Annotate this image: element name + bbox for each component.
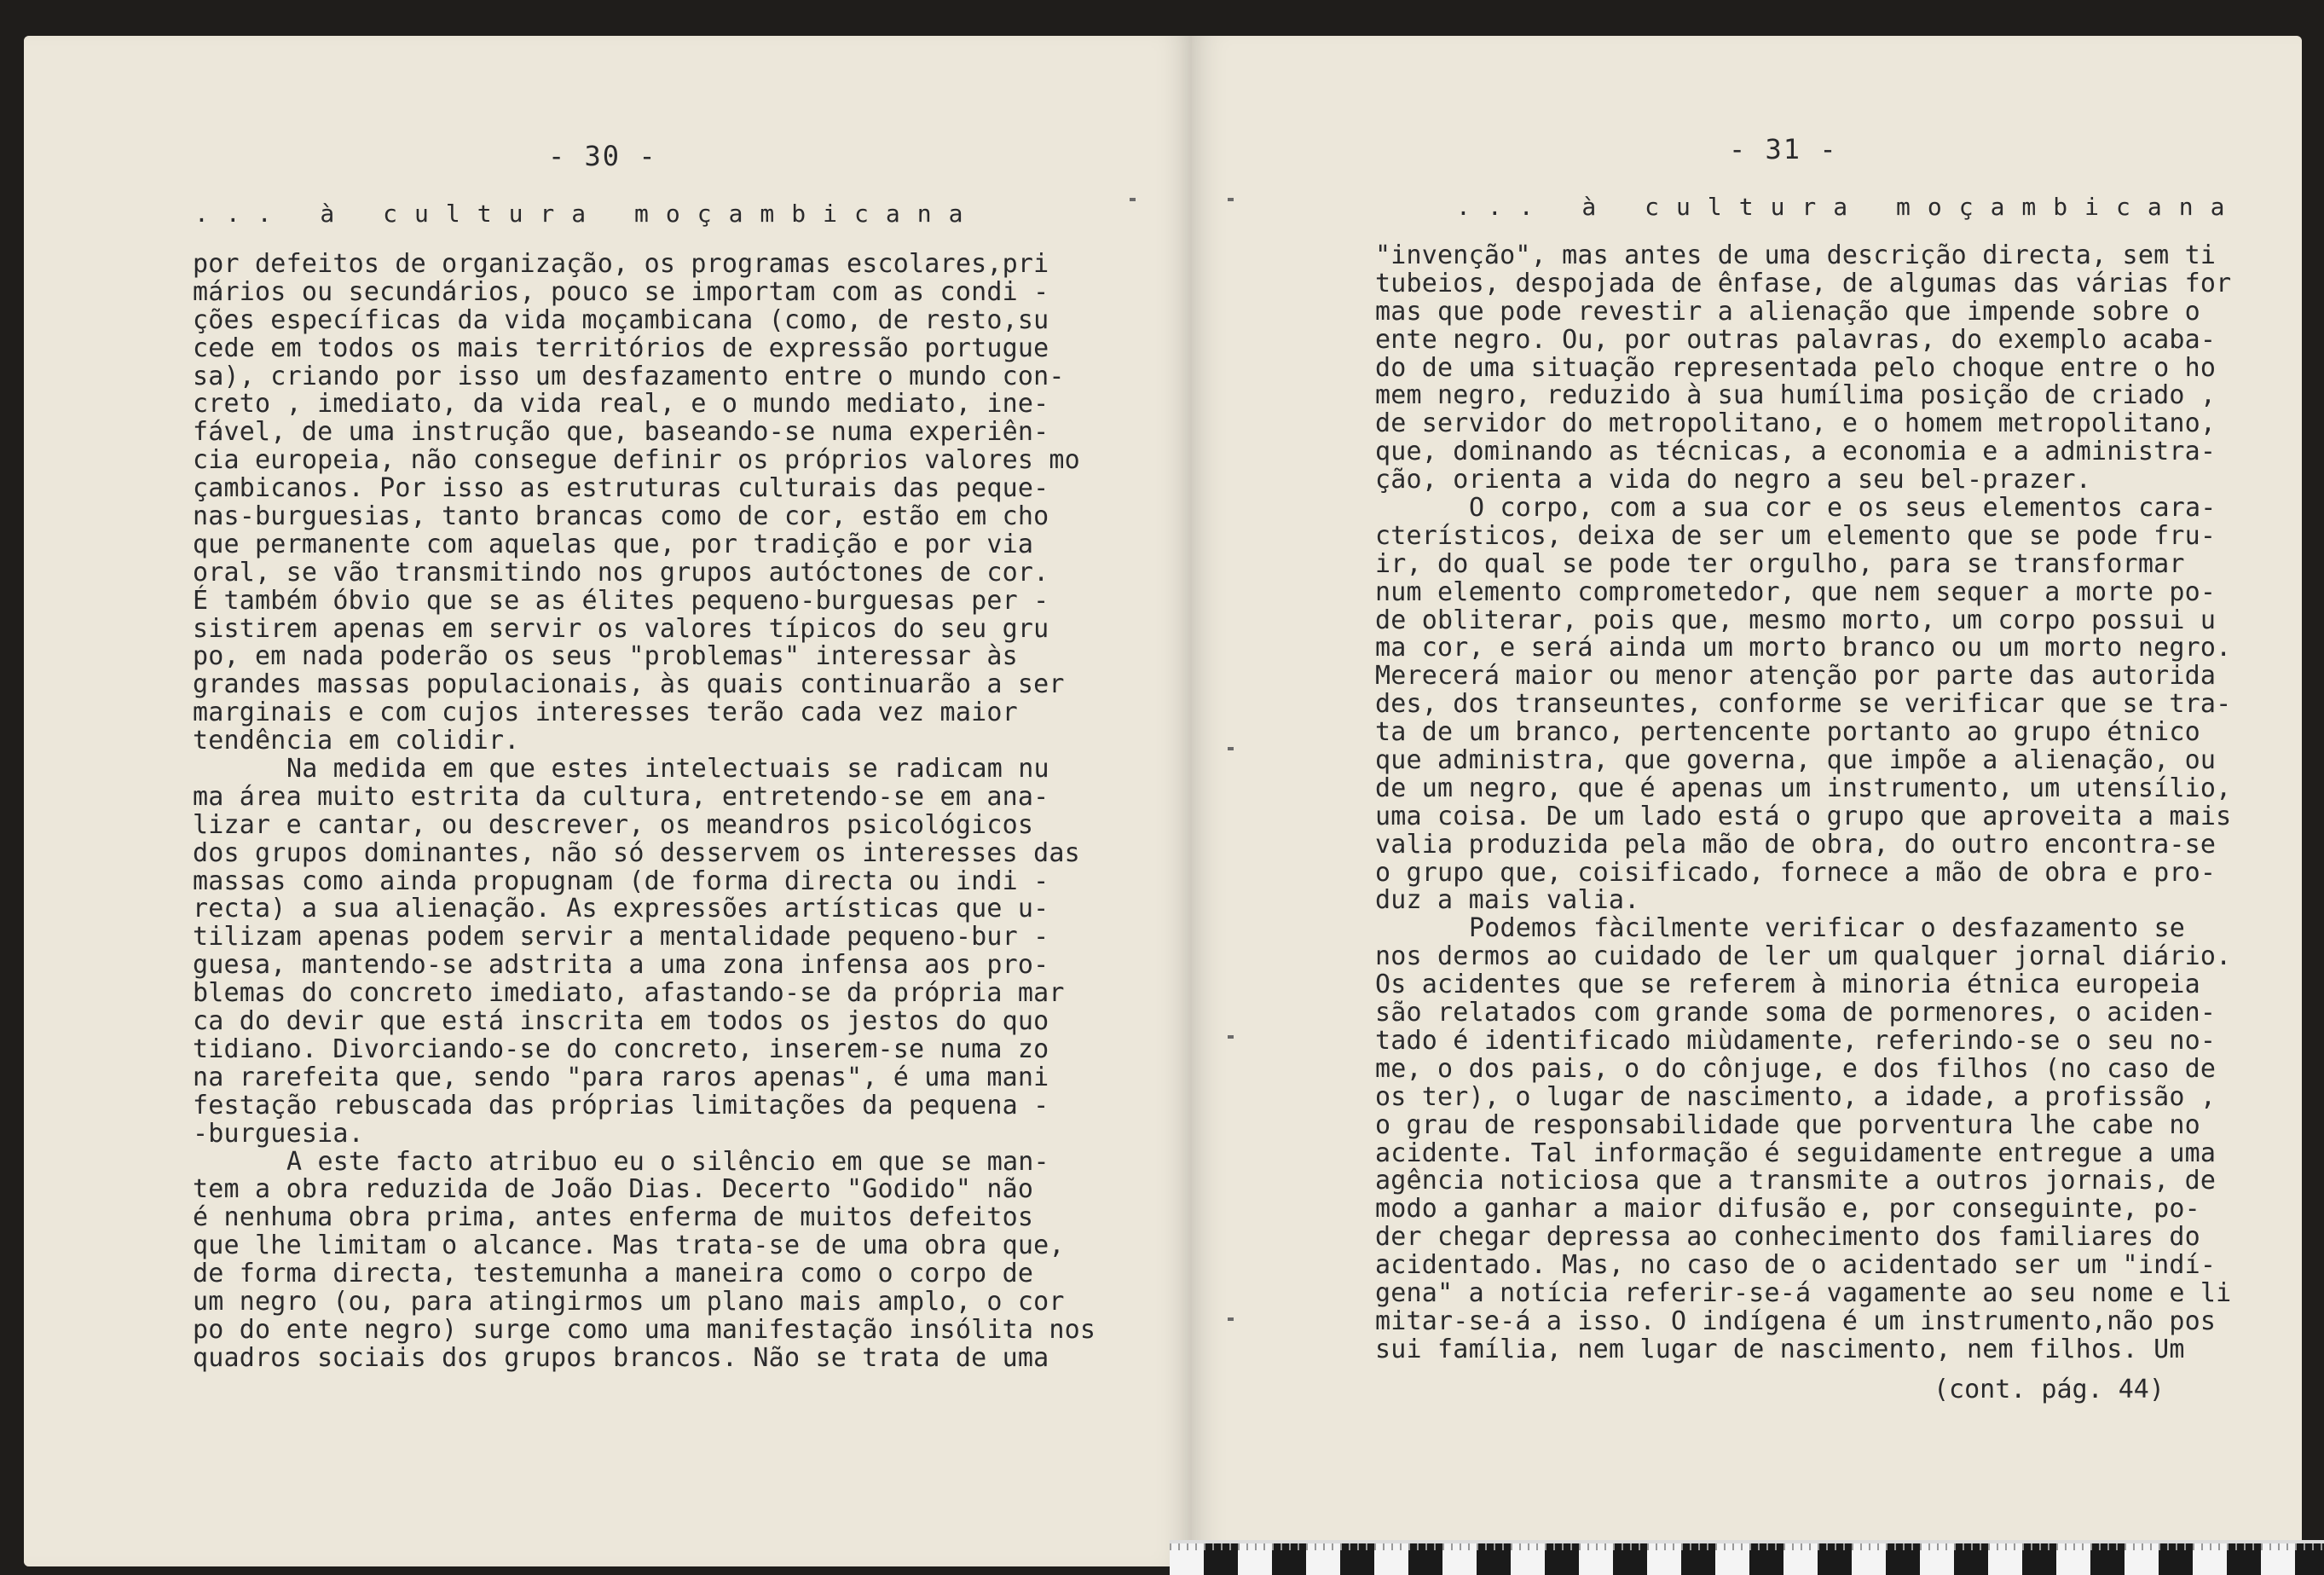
text-line: marginais e com cujos interesses terão cada vez maior (193, 698, 1018, 728)
text-line: sui família, nem lugar de nascimento, nem filhos. Um (1375, 1334, 2185, 1364)
text-line: mem negro, reduzido à sua humílima posição de criado , (1375, 380, 2217, 411)
text-line: que administra, que governa, que impõe a alienação, ou (1375, 745, 2217, 776)
text-line: festação rebuscada das próprias limitações da pequena - (193, 1090, 1049, 1120)
text-line: cterísticos, deixa de ser um elemento que se pode fru- (1375, 520, 2217, 551)
text-line: -burguesia. (193, 1118, 364, 1149)
text-line: ente negro. Ou, por outras palavras, do exemplo acaba- (1375, 324, 2217, 355)
text-line: po, em nada poderão os seus "problemas" interessar às (193, 641, 1018, 672)
text-line: guesa, mantendo-se adstrita a uma zona infensa aos pro- (193, 950, 1049, 981)
text-line: acidentado. Mas, no caso de o acidentado ser um "indí- (1375, 1250, 2217, 1281)
binding-mark (1228, 747, 1234, 750)
text-line: Merecerá maior ou menor atenção por parte das autorida (1375, 661, 2217, 692)
binding-mark (1130, 198, 1136, 201)
text-line: des, dos transeuntes, conforme se verificar que se tra- (1375, 689, 2232, 720)
text-line: mitar-se-á a isso. O indígena é um instrumento,não pos (1375, 1306, 2217, 1336)
text-line: fável, de uma instrução que, baseando-se numa experiên- (193, 417, 1049, 448)
text-line: tidiano. Divorciando-se do concreto, inserem-se numa zo (193, 1034, 1049, 1064)
text-line: mas que pode revestir a alienação que impende sobre o (1375, 296, 2200, 327)
text-line: tubeios, despojada de ênfase, de algumas das várias for (1375, 268, 2232, 298)
left-page (24, 36, 1192, 1566)
page-number-left: - 30 - (548, 140, 657, 172)
right-body-text (1375, 242, 2231, 1364)
text-line: o grau de responsabilidade que porventura lhe cabe no (1375, 1109, 2200, 1140)
text-line: nos dermos ao cuidado de ler um qualquer jornal diário. (1375, 941, 2232, 972)
text-line: valia produzida pela mão de obra, do outro encontra-se (1375, 829, 2217, 860)
binding-mark (1228, 1035, 1234, 1039)
text-line: que permanente com aquelas que, por tradição e por via (193, 529, 1034, 559)
text-line: dos grupos dominantes, não só desservem os interesses das (193, 837, 1080, 868)
text-line: ma área muito estrita da cultura, entretendo-se em ana- (193, 781, 1049, 812)
text-line: que lhe limitam o alcance. Mas trata-se de uma obra que, (193, 1230, 1065, 1261)
text-line: lizar e cantar, ou descrever, os meandros psicológicos (193, 809, 1034, 840)
running-header-right: ... à cultura moçambicana (1456, 193, 2242, 221)
text-line: tilizam apenas podem servir a mentalidade pequeno-bur - (193, 922, 1049, 953)
text-line: Na medida em que estes intelectuais se radicam nu (286, 754, 1049, 785)
text-line: grandes massas populacionais, às quais continuarão a ser (193, 669, 1065, 700)
text-line: recta) a sua alienação. As expressões artísticas que u- (193, 894, 1049, 924)
continuation-note: (cont. pág. 44) (1934, 1375, 2165, 1404)
text-line: der chegar depressa ao conhecimento dos familiares do (1375, 1222, 2200, 1253)
text-line: tado é identificado miùdamente, referindo-se o seu no- (1375, 1025, 2217, 1056)
text-line: O corpo, com a sua cor e os seus elementos cara- (1469, 493, 2217, 524)
text-line: são relatados com grande soma de pormenores, o aciden- (1375, 998, 2217, 1028)
scale-ruler (1170, 1540, 2324, 1575)
text-line: gena" a notícia referir-se-á vagamente ao seu nome e li (1375, 1277, 2232, 1308)
text-line: po do ente negro) surge como uma manifestação insólita nos (193, 1314, 1096, 1345)
text-line: sistirem apenas em servir os valores típicos do seu gru (193, 613, 1049, 644)
text-line: é nenhuma obra prima, antes enferma de muitos defeitos (193, 1202, 1034, 1233)
text-line: o grupo que, coisificado, fornece a mão de obra e pro- (1375, 857, 2217, 888)
text-line: ta de um branco, pertencente portanto ao grupo étnico (1375, 717, 2200, 748)
text-line: ção, orienta a vida do negro a seu bel-prazer. (1375, 465, 2092, 495)
text-line: ções específicas da vida moçambicana (como, de resto,su (193, 304, 1049, 335)
text-line: A este facto atribuo eu o silêncio em que se man- (286, 1146, 1049, 1177)
text-line: de servidor do metropolitano, e o homem metropolitano, (1375, 408, 2217, 439)
text-line: ma cor, e será ainda um morto branco ou um morto negro. (1375, 633, 2232, 663)
page-number-right: - 31 - (1729, 133, 1838, 165)
text-line: mários ou secundários, pouco se importam com as condi - (193, 276, 1049, 307)
text-line: acidente. Tal informação é seguidamente entregue a uma (1375, 1138, 2217, 1168)
text-line: cia europeia, não consegue definir os próprios valores mo (193, 445, 1080, 476)
text-line: duz a mais valia. (1375, 885, 1640, 916)
text-line: É também óbvio que se as élites pequeno-burguesas per - (193, 585, 1049, 616)
text-line: cede em todos os mais territórios de expressão portugue (193, 333, 1049, 363)
text-line: ca do devir que está inscrita em todos os jestos do quo (193, 1006, 1049, 1037)
binding-mark (1228, 1317, 1234, 1321)
text-line: na rarefeita que, sendo "para raros apenas", é uma mani (193, 1062, 1049, 1092)
text-line: Podemos fàcilmente verificar o desfazamento se (1469, 913, 2186, 944)
text-line: ir, do qual se pode ter orgulho, para se transformar (1375, 548, 2185, 579)
text-line: uma coisa. De um lado está o grupo que aproveita a mais (1375, 801, 2232, 831)
text-line: do de uma situação representada pelo choque entre o ho (1375, 352, 2217, 383)
text-line: por defeitos de organização, os programas escolares,pri (193, 249, 1049, 279)
text-line: modo a ganhar a maior difusão e, por conseguinte, po- (1375, 1194, 2200, 1225)
text-line: de um negro, que é apenas um instrumento, um utensílio, (1375, 773, 2232, 803)
text-line: "invenção", mas antes de uma descrição directa, sem ti (1375, 240, 2217, 270)
right-page (1192, 36, 2302, 1566)
left-body-text (193, 251, 1096, 1373)
text-line: blemas do concreto imediato, afastando-se da própria mar (193, 978, 1065, 1009)
text-line: que, dominando as técnicas, a economia e a administra- (1375, 437, 2217, 467)
text-line: agência noticiosa que a transmite a outros jornais, de (1375, 1166, 2217, 1196)
text-line: os ter), o lugar de nascimento, a idade, a profissão , (1375, 1081, 2217, 1112)
text-line: massas como ainda propugnam (de forma directa ou indi - (193, 866, 1049, 896)
text-line: me, o dos pais, o do cônjuge, e dos filhos (no caso de (1375, 1053, 2217, 1084)
text-line: creto , imediato, da vida real, e o mundo mediato, ine- (193, 389, 1049, 420)
text-line: sa), criando por isso um desfazamento entre o mundo con- (193, 361, 1065, 391)
text-line: de forma directa, testemunha a maneira como o corpo de (193, 1259, 1034, 1289)
text-line: de obliterar, pois que, mesmo morto, um corpo possui u (1375, 605, 2217, 635)
text-line: tem a obra reduzida de João Dias. Decerto "Godido" não (193, 1174, 1034, 1205)
running-header-left: ... à cultura moçambicana (194, 200, 980, 228)
text-line: oral, se vão transmitindo nos grupos autóctones de cor. (193, 557, 1049, 588)
text-line: çambicanos. Por isso as estruturas culturais das peque- (193, 473, 1049, 504)
text-line: Os acidentes que se referem à minoria étnica europeia (1375, 970, 2200, 1000)
text-line: um negro (ou, para atingirmos um plano mais amplo, o cor (193, 1286, 1065, 1317)
binding-mark (1228, 198, 1234, 201)
text-line: quadros sociais dos grupos brancos. Não se trata de uma (193, 1342, 1049, 1373)
text-line: nas-burguesias, tanto brancas como de cor, estão em cho (193, 501, 1049, 532)
text-line: num elemento comprometedor, que nem sequer a morte po- (1375, 576, 2217, 607)
text-line: tendência em colidir. (193, 726, 520, 756)
